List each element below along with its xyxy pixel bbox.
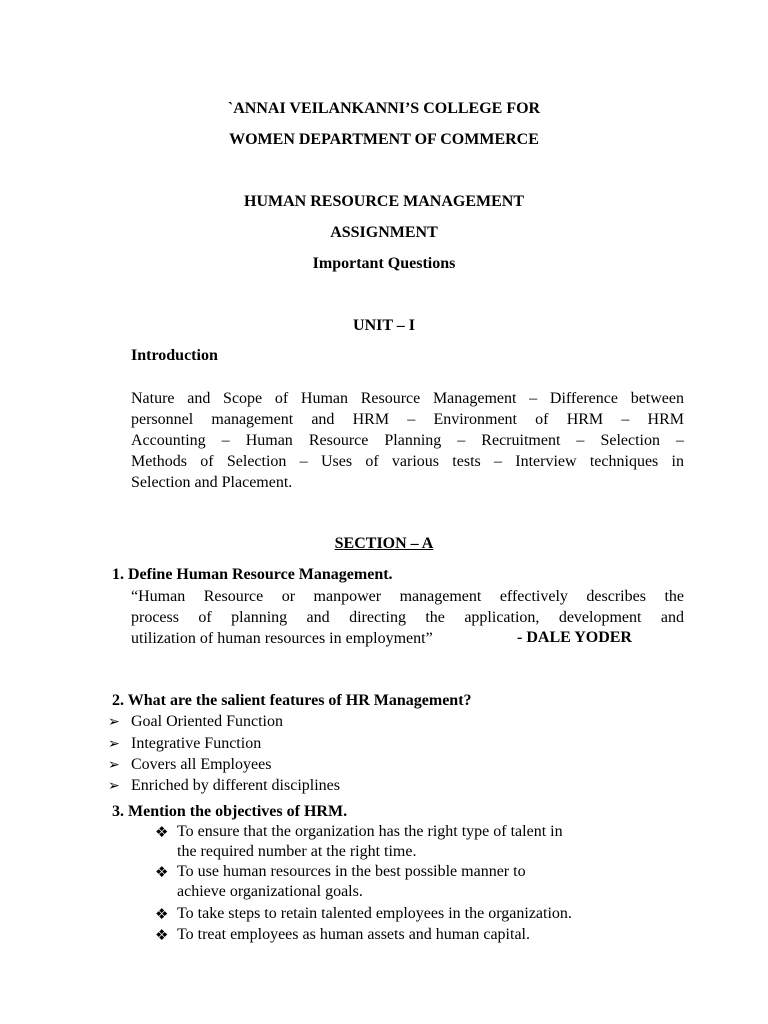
arrow-bullet-icon: ➢ [108, 778, 120, 794]
question-2 [112, 691, 472, 711]
question-1 [112, 565, 393, 585]
question-text: Define Human Resource Management. [128, 566, 393, 583]
question-3 [112, 802, 347, 822]
list-item: Integrative Function [131, 735, 262, 752]
question-text: Mention the objectives of HRM. [128, 803, 348, 820]
list-item: To use human resources in the best possible manner to [177, 863, 526, 880]
intro-line: Accounting – Human Resource Planning – Recruitment – Selection – [131, 432, 684, 449]
question-number: 2. [112, 692, 124, 709]
course-title: HUMAN RESOURCE MANAGEMENT [244, 193, 524, 210]
list-item: Covers all Employees [131, 756, 272, 773]
diamond-bullet-icon: ❖ [155, 926, 169, 944]
answer-line: “Human Resource or manpower management effectively describes the [131, 588, 684, 605]
arrow-bullet-icon: ➢ [108, 757, 120, 773]
question-number: 3. [112, 803, 124, 820]
list-item: To treat employees as human assets and human capital. [177, 926, 530, 943]
question-text: What are the salient features of HR Management? [127, 692, 472, 709]
intro-line: personnel management and HRM – Environment of HRM – HRM [131, 411, 684, 428]
question-number: 1. [112, 566, 124, 583]
intro-paragraph [131, 388, 684, 493]
diamond-bullet-icon: ❖ [155, 905, 169, 923]
intro-heading: Introduction [131, 347, 218, 364]
diamond-bullet-icon: ❖ [155, 823, 169, 841]
college-name-line1: `ANNAI VEILANKANNI’S COLLEGE FOR [227, 100, 541, 117]
list-item-continuation: achieve organizational goals. [177, 883, 363, 900]
college-name-line2: WOMEN DEPARTMENT OF COMMERCE [229, 131, 539, 148]
section-a-title: SECTION – A [334, 535, 434, 552]
intro-line: Nature and Scope of Human Resource Management – Difference between [131, 390, 684, 407]
intro-line: Methods of Selection – Uses of various tests – Interview techniques in [131, 453, 684, 470]
list-item: To ensure that the organization has the right type of talent in [177, 823, 563, 840]
subtitle: Important Questions [312, 255, 456, 272]
answer-line: process of planning and directing the application, development and [131, 609, 684, 626]
arrow-bullet-icon: ➢ [108, 736, 120, 752]
assignment-title: ASSIGNMENT [330, 224, 438, 241]
arrow-bullet-icon: ➢ [108, 714, 120, 730]
list-item: Goal Oriented Function [131, 713, 283, 730]
attribution: - DALE YODER [517, 629, 632, 646]
answer-line: utilization of human resources in employment” [131, 630, 433, 647]
list-item-continuation: the required number at the right time. [177, 843, 417, 860]
list-item: Enriched by different disciplines [131, 777, 340, 794]
list-item: To take steps to retain talented employees in the organization. [177, 905, 572, 922]
intro-line: Selection and Placement. [131, 474, 293, 491]
unit-title: UNIT – I [353, 317, 415, 334]
diamond-bullet-icon: ❖ [155, 863, 169, 881]
